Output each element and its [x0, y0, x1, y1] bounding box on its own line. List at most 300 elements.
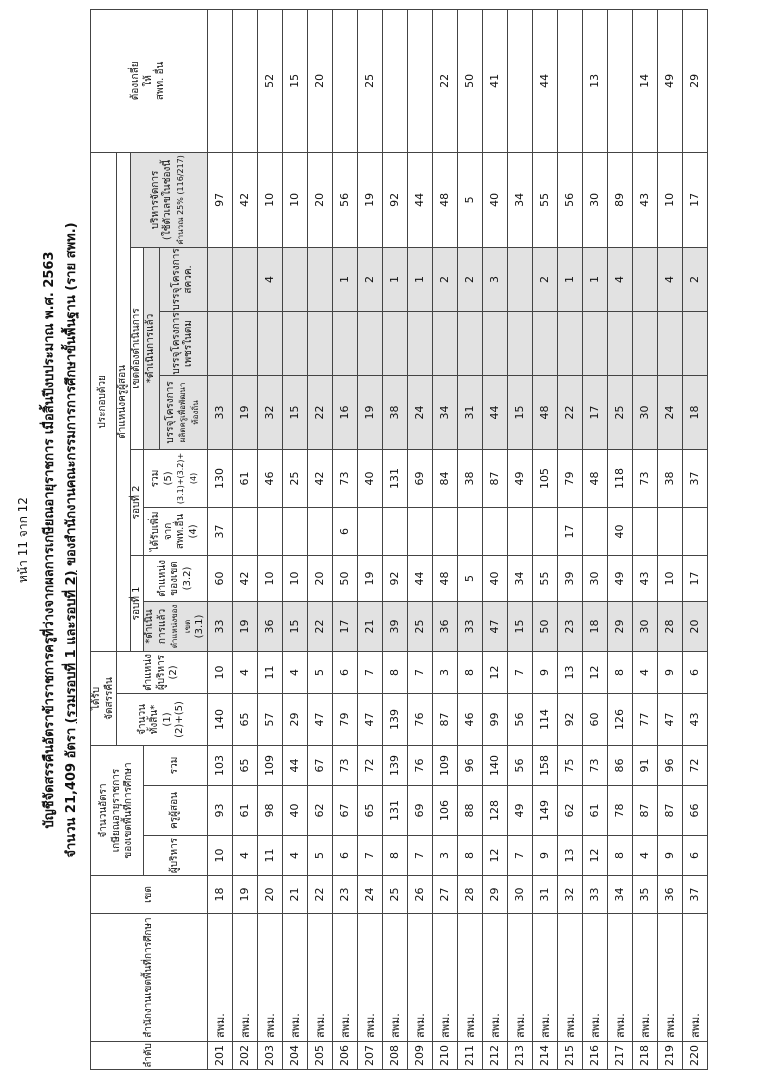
cell-seq: 216 — [582, 1042, 607, 1070]
cell-alloc-total: 47 — [357, 693, 382, 745]
cell-admin-position: 4 — [632, 651, 657, 693]
cell-project-c: 1 — [557, 247, 582, 311]
cell-r1-zone: 49 — [607, 555, 632, 601]
header-sum: รวม (5) (3.1)+(3.2)+(4) — [144, 449, 208, 507]
cell-total: 56 — [507, 745, 532, 785]
table-row — [407, 9, 432, 1069]
cell-return-other: 49 — [657, 9, 682, 152]
cell-teacher: 78 — [607, 786, 632, 836]
cell-admin-position: 3 — [432, 651, 457, 693]
cell-r1-zone: 48 — [432, 555, 457, 601]
header-seq: ลำดับ — [91, 1042, 208, 1070]
cell-project-c: 1 — [582, 247, 607, 311]
cell-total: 73 — [332, 745, 357, 785]
cell-project-a: 15 — [282, 375, 307, 449]
cell-office: สพม. — [357, 914, 382, 1042]
cell-r1-zone: 92 — [382, 555, 407, 601]
cell-zone: 20 — [257, 876, 282, 914]
header-total: รวม — [144, 745, 208, 785]
cell-project-c: 4 — [657, 247, 682, 311]
cell-project-b — [432, 311, 457, 375]
cell-management: 30 — [582, 152, 607, 247]
cell-project-c — [282, 247, 307, 311]
header-alloc-total: จำนวน ทั้งสิ้น* (1) (2)+(5) — [117, 693, 208, 745]
cell-admin-position: 7 — [407, 651, 432, 693]
cell-office: สพม. — [382, 914, 407, 1042]
cell-zone: 18 — [207, 876, 232, 914]
header-round1: รอบที่ 1 — [130, 555, 144, 651]
header-zone: เขต — [91, 876, 208, 914]
cell-management: 19 — [357, 152, 382, 247]
cell-r1-zone: 60 — [207, 555, 232, 601]
cell-seq: 218 — [632, 1042, 657, 1070]
cell-project-c: 2 — [432, 247, 457, 311]
cell-project-c: 4 — [257, 247, 282, 311]
cell-r1-zone: 10 — [657, 555, 682, 601]
cell-project-c — [232, 247, 257, 311]
cell-project-a: 30 — [632, 375, 657, 449]
cell-r1-done: 19 — [232, 601, 257, 651]
table-row — [557, 9, 582, 1069]
cell-r2-other — [582, 507, 607, 555]
header-project-a: บรรจุโครงการ ผลิตครูเพื่อพัฒนาท้องถิ่น — [160, 375, 207, 449]
cell-admin: 13 — [557, 836, 582, 876]
cell-sum: 46 — [257, 449, 282, 507]
cell-r2-other: 40 — [607, 507, 632, 555]
cell-alloc-total: 47 — [657, 693, 682, 745]
cell-total: 96 — [457, 745, 482, 785]
cell-project-c: 2 — [532, 247, 557, 311]
cell-office: สพม. — [282, 914, 307, 1042]
cell-management: 10 — [282, 152, 307, 247]
cell-r1-zone: 19 — [357, 555, 382, 601]
cell-project-b — [482, 311, 507, 375]
cell-project-b — [407, 311, 432, 375]
cell-seq: 202 — [232, 1042, 257, 1070]
cell-management: 43 — [632, 152, 657, 247]
cell-admin-position: 6 — [332, 651, 357, 693]
cell-return-other: 15 — [282, 9, 307, 152]
cell-office: สพม. — [557, 914, 582, 1042]
cell-office: สพม. — [207, 914, 232, 1042]
cell-teacher: 149 — [532, 786, 557, 836]
cell-return-other — [207, 9, 232, 152]
table-row — [382, 9, 407, 1069]
cell-office: สพม. — [457, 914, 482, 1042]
cell-teacher: 131 — [382, 786, 407, 836]
cell-office: สพม. — [507, 914, 532, 1042]
cell-r1-done: 15 — [282, 601, 307, 651]
cell-total: 72 — [682, 745, 707, 785]
cell-office: สพม. — [307, 914, 332, 1042]
header-admin: ผู้บริหาร — [144, 836, 208, 876]
cell-return-other — [332, 9, 357, 152]
cell-management: 48 — [432, 152, 457, 247]
cell-management: 56 — [557, 152, 582, 247]
table-row — [507, 9, 532, 1069]
cell-project-a: 16 — [332, 375, 357, 449]
cell-r2-other — [682, 507, 707, 555]
cell-return-other — [407, 9, 432, 152]
cell-office: สพม. — [657, 914, 682, 1042]
cell-seq: 211 — [457, 1042, 482, 1070]
cell-admin-position: 4 — [282, 651, 307, 693]
cell-project-b — [307, 311, 332, 375]
cell-zone: 28 — [457, 876, 482, 914]
cell-r1-done: 28 — [657, 601, 682, 651]
cell-project-c: 2 — [457, 247, 482, 311]
cell-admin-position: 8 — [382, 651, 407, 693]
cell-zone: 34 — [607, 876, 632, 914]
cell-r2-other — [657, 507, 682, 555]
cell-r1-zone: 42 — [232, 555, 257, 601]
cell-management: 17 — [682, 152, 707, 247]
cell-sum: 42 — [307, 449, 332, 507]
cell-admin: 4 — [632, 836, 657, 876]
cell-sum: 131 — [382, 449, 407, 507]
cell-return-other — [382, 9, 407, 152]
cell-alloc-total: 77 — [632, 693, 657, 745]
cell-return-other: 52 — [257, 9, 282, 152]
cell-office: สพม. — [257, 914, 282, 1042]
cell-r1-zone: 10 — [282, 555, 307, 601]
cell-return-other: 20 — [307, 9, 332, 152]
cell-r2-other — [232, 507, 257, 555]
cell-r1-done: 33 — [457, 601, 482, 651]
cell-management: 40 — [482, 152, 507, 247]
cell-teacher: 106 — [432, 786, 457, 836]
cell-alloc-total: 87 — [432, 693, 457, 745]
cell-alloc-total: 29 — [282, 693, 307, 745]
cell-seq: 220 — [682, 1042, 707, 1070]
cell-zone: 27 — [432, 876, 457, 914]
cell-management: 92 — [382, 152, 407, 247]
cell-alloc-total: 76 — [407, 693, 432, 745]
cell-project-b — [682, 311, 707, 375]
cell-r1-zone: 17 — [682, 555, 707, 601]
cell-project-c: 2 — [682, 247, 707, 311]
cell-r1-zone: 55 — [532, 555, 557, 601]
cell-total: 91 — [632, 745, 657, 785]
cell-teacher: 66 — [682, 786, 707, 836]
cell-admin: 11 — [257, 836, 282, 876]
cell-project-a: 33 — [207, 375, 232, 449]
header-management: บริหารจัดการ (ใช้ตัวเลขในช่องนี้ คำนวณ 25% (116/217) — [130, 152, 207, 247]
cell-admin: 8 — [457, 836, 482, 876]
cell-alloc-total: 139 — [382, 693, 407, 745]
cell-management: 55 — [532, 152, 557, 247]
table-row — [607, 9, 632, 1069]
cell-management: 97 — [207, 152, 232, 247]
cell-total: 86 — [607, 745, 632, 785]
cell-total: 76 — [407, 745, 432, 785]
cell-project-a: 24 — [407, 375, 432, 449]
cell-alloc-total: 43 — [682, 693, 707, 745]
cell-r1-zone: 20 — [307, 555, 332, 601]
cell-total: 140 — [482, 745, 507, 785]
cell-office: สพม. — [632, 914, 657, 1042]
cell-admin-position: 12 — [582, 651, 607, 693]
header-comprise: ประกอบด้วย — [91, 152, 117, 651]
cell-r2-other — [457, 507, 482, 555]
cell-zone: 36 — [657, 876, 682, 914]
allocation-table — [90, 9, 708, 1070]
cell-r1-done: 29 — [607, 601, 632, 651]
cell-admin: 5 — [307, 836, 332, 876]
cell-sum: 87 — [482, 449, 507, 507]
cell-return-other: 41 — [482, 9, 507, 152]
cell-r1-done: 23 — [557, 601, 582, 651]
cell-sum: 73 — [332, 449, 357, 507]
cell-teacher: 87 — [657, 786, 682, 836]
cell-teacher: 49 — [507, 786, 532, 836]
cell-admin: 9 — [532, 836, 557, 876]
cell-project-a: 19 — [357, 375, 382, 449]
cell-seq: 205 — [307, 1042, 332, 1070]
table-row — [307, 9, 332, 1069]
cell-teacher: 40 — [282, 786, 307, 836]
cell-sum: 37 — [682, 449, 707, 507]
cell-sum: 105 — [532, 449, 557, 507]
cell-sum: 130 — [207, 449, 232, 507]
cell-r1-done: 21 — [357, 601, 382, 651]
cell-r1-done: 25 — [407, 601, 432, 651]
cell-management: 34 — [507, 152, 532, 247]
cell-office: สพม. — [232, 914, 257, 1042]
cell-total: 158 — [532, 745, 557, 785]
cell-seq: 210 — [432, 1042, 457, 1070]
cell-return-other: 22 — [432, 9, 457, 152]
table-row — [632, 9, 657, 1069]
cell-project-b — [257, 311, 282, 375]
table-row — [582, 9, 607, 1069]
cell-project-b — [657, 311, 682, 375]
cell-r2-other — [432, 507, 457, 555]
cell-admin: 4 — [282, 836, 307, 876]
cell-zone: 23 — [332, 876, 357, 914]
cell-r1-zone: 5 — [457, 555, 482, 601]
cell-office: สพม. — [432, 914, 457, 1042]
header-admin-position: ตำแหน่ง ผู้บริหาร (2) — [117, 651, 208, 693]
cell-project-c: 1 — [332, 247, 357, 311]
cell-management: 42 — [232, 152, 257, 247]
cell-teacher: 62 — [557, 786, 582, 836]
cell-return-other: 50 — [457, 9, 482, 152]
cell-zone: 30 — [507, 876, 532, 914]
cell-total: 109 — [257, 745, 282, 785]
cell-teacher: 61 — [582, 786, 607, 836]
cell-r1-zone: 39 — [557, 555, 582, 601]
cell-project-b — [207, 311, 232, 375]
cell-zone: 32 — [557, 876, 582, 914]
cell-admin-position: 9 — [532, 651, 557, 693]
cell-teacher: 62 — [307, 786, 332, 836]
cell-management: 10 — [657, 152, 682, 247]
header-project-b: บรรจุโครงการ เพชรในตม — [160, 311, 207, 375]
cell-zone: 31 — [532, 876, 557, 914]
cell-teacher: 98 — [257, 786, 282, 836]
header-retirement-group: จำนวนอัตรา เกษียณอายุราชการ ของเขตพื้นที่การศึกษา — [91, 745, 144, 875]
cell-office: สพม. — [582, 914, 607, 1042]
cell-project-c: 1 — [407, 247, 432, 311]
cell-r2-other — [407, 507, 432, 555]
table-row — [682, 9, 707, 1069]
cell-seq: 204 — [282, 1042, 307, 1070]
cell-project-b — [382, 311, 407, 375]
cell-zone: 33 — [582, 876, 607, 914]
page-number: หน้า 11 จาก 12 — [16, 497, 30, 583]
cell-r2-other — [382, 507, 407, 555]
cell-sum: 25 — [282, 449, 307, 507]
cell-seq: 217 — [607, 1042, 632, 1070]
cell-project-a: 17 — [582, 375, 607, 449]
cell-alloc-total: 47 — [307, 693, 332, 745]
cell-alloc-total: 60 — [582, 693, 607, 745]
cell-return-other — [232, 9, 257, 152]
header-return-other: ต้องเกลี่ย ให้ สพท. อื่น — [91, 9, 208, 152]
cell-project-b — [607, 311, 632, 375]
cell-alloc-total: 140 — [207, 693, 232, 745]
cell-teacher: 128 — [482, 786, 507, 836]
cell-return-other — [507, 9, 532, 152]
cell-teacher: 65 — [357, 786, 382, 836]
cell-r1-done: 18 — [582, 601, 607, 651]
cell-seq: 208 — [382, 1042, 407, 1070]
cell-project-a: 24 — [657, 375, 682, 449]
cell-return-other: 14 — [632, 9, 657, 152]
cell-total: 73 — [582, 745, 607, 785]
cell-admin-position: 7 — [357, 651, 382, 693]
header-office: สำนักงานเขตพื้นที่การศึกษา — [91, 914, 208, 1042]
cell-admin-position: 4 — [232, 651, 257, 693]
header-zone-action: เขตต้องดำเนินการ — [130, 247, 144, 449]
cell-admin: 7 — [407, 836, 432, 876]
cell-return-other: 44 — [532, 9, 557, 152]
cell-project-a: 31 — [457, 375, 482, 449]
cell-admin-position: 8 — [457, 651, 482, 693]
cell-r1-done: 36 — [257, 601, 282, 651]
cell-sum: 73 — [632, 449, 657, 507]
cell-admin: 12 — [582, 836, 607, 876]
cell-admin: 7 — [507, 836, 532, 876]
cell-r2-other: 6 — [332, 507, 357, 555]
table-row — [457, 9, 482, 1069]
cell-zone: 37 — [682, 876, 707, 914]
cell-return-other: 29 — [682, 9, 707, 152]
cell-r1-zone: 10 — [257, 555, 282, 601]
cell-admin: 4 — [232, 836, 257, 876]
cell-admin: 6 — [682, 836, 707, 876]
cell-project-a: 15 — [507, 375, 532, 449]
cell-zone: 26 — [407, 876, 432, 914]
cell-r1-done: 50 — [532, 601, 557, 651]
table-row — [432, 9, 457, 1069]
cell-teacher: 88 — [457, 786, 482, 836]
cell-project-c: 1 — [382, 247, 407, 311]
cell-alloc-total: 57 — [257, 693, 282, 745]
cell-sum: 48 — [582, 449, 607, 507]
cell-management: 89 — [607, 152, 632, 247]
cell-zone: 24 — [357, 876, 382, 914]
cell-management: 56 — [332, 152, 357, 247]
cell-r2-other — [532, 507, 557, 555]
cell-project-b — [457, 311, 482, 375]
cell-teacher: 69 — [407, 786, 432, 836]
cell-admin-position: 11 — [257, 651, 282, 693]
cell-r2-other — [482, 507, 507, 555]
cell-admin-position: 7 — [507, 651, 532, 693]
cell-project-b — [557, 311, 582, 375]
cell-sum: 79 — [557, 449, 582, 507]
cell-admin: 9 — [657, 836, 682, 876]
cell-seq: 203 — [257, 1042, 282, 1070]
cell-project-b — [532, 311, 557, 375]
cell-r1-done: 30 — [632, 601, 657, 651]
cell-project-b — [357, 311, 382, 375]
cell-office: สพม. — [532, 914, 557, 1042]
table-row — [207, 9, 232, 1069]
cell-return-other: 25 — [357, 9, 382, 152]
cell-sum: 61 — [232, 449, 257, 507]
cell-management: 44 — [407, 152, 432, 247]
table-row — [482, 9, 507, 1069]
cell-zone: 35 — [632, 876, 657, 914]
cell-total: 103 — [207, 745, 232, 785]
cell-project-c — [307, 247, 332, 311]
cell-project-b — [332, 311, 357, 375]
cell-project-c: 4 — [607, 247, 632, 311]
cell-r2-other: 17 — [557, 507, 582, 555]
cell-admin: 3 — [432, 836, 457, 876]
document-subtitle: จำนวน 21,409 อัตรา (รวมรอบที่ 1 และรอบที่ 2) ของสำนักงานคณะกรรมการการศึกษาขั้นพื้นฐาน (ราย สพท.) — [64, 222, 79, 858]
cell-r2-other — [507, 507, 532, 555]
cell-office: สพม. — [682, 914, 707, 1042]
cell-total: 139 — [382, 745, 407, 785]
document-title: บัญชีจัดสรรคืนอัตราข้าราชการครูที่ว่างจากผลการเกษียณอายุราชการ เมื่อสิ้นปีงบประมาณ พ.ศ. 2563 — [42, 251, 57, 829]
table-row — [232, 9, 257, 1069]
cell-seq: 212 — [482, 1042, 507, 1070]
cell-office: สพม. — [482, 914, 507, 1042]
cell-admin: 8 — [607, 836, 632, 876]
cell-alloc-total: 99 — [482, 693, 507, 745]
cell-admin-position: 13 — [557, 651, 582, 693]
cell-total: 109 — [432, 745, 457, 785]
cell-teacher: 87 — [632, 786, 657, 836]
cell-project-c: 2 — [357, 247, 382, 311]
cell-project-a: 44 — [482, 375, 507, 449]
cell-r1-zone: 44 — [407, 555, 432, 601]
cell-total: 96 — [657, 745, 682, 785]
cell-r2-other — [357, 507, 382, 555]
cell-project-a: 25 — [607, 375, 632, 449]
cell-alloc-total: 92 — [557, 693, 582, 745]
cell-project-a: 18 — [682, 375, 707, 449]
cell-total: 44 — [282, 745, 307, 785]
cell-project-b — [507, 311, 532, 375]
cell-r1-done: 17 — [332, 601, 357, 651]
cell-admin-position: 12 — [482, 651, 507, 693]
cell-sum: 69 — [407, 449, 432, 507]
cell-management: 5 — [457, 152, 482, 247]
cell-alloc-total: 46 — [457, 693, 482, 745]
header-done-group: *ดำเนินการแล้ว — [144, 247, 160, 449]
cell-r1-zone: 34 — [507, 555, 532, 601]
cell-admin-position: 6 — [682, 651, 707, 693]
cell-admin-position: 9 — [657, 651, 682, 693]
cell-total: 67 — [307, 745, 332, 785]
cell-zone: 19 — [232, 876, 257, 914]
cell-r1-done: 36 — [432, 601, 457, 651]
